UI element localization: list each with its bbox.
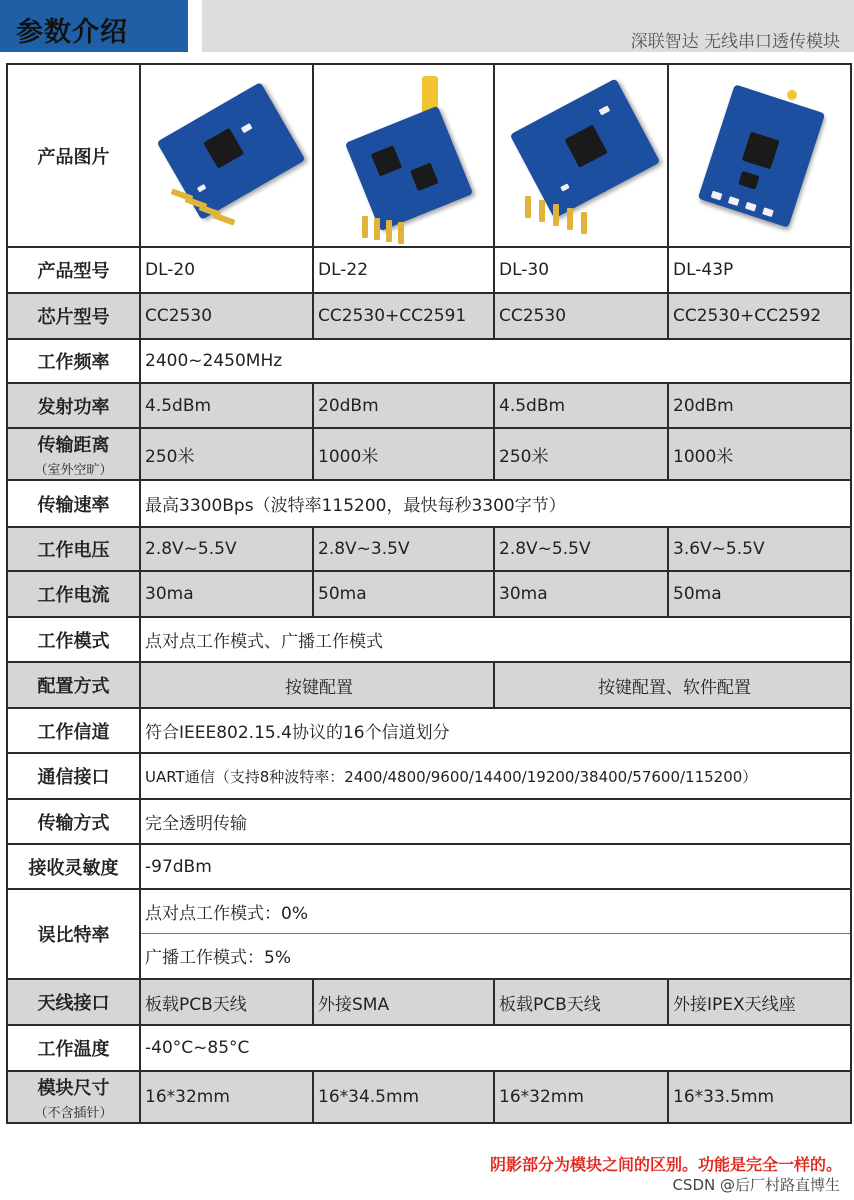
size-value: 16*33.5mm bbox=[668, 1071, 851, 1123]
config-value: 按键配置、软件配置 bbox=[494, 662, 851, 708]
spec-table bbox=[6, 63, 852, 1124]
tx-power-value: 20dBm bbox=[668, 383, 851, 428]
page-title: 参数介绍 bbox=[16, 17, 128, 48]
antenna-value: 板载PCB天线 bbox=[494, 979, 668, 1025]
label-current: 工作电流 bbox=[7, 571, 140, 617]
distance-value: 1000米 bbox=[668, 428, 851, 480]
label-channel: 工作信道 bbox=[7, 708, 140, 753]
current-value: 30ma bbox=[494, 571, 668, 617]
current-value: 30ma bbox=[140, 571, 313, 617]
row-transfer bbox=[7, 799, 851, 844]
page-header bbox=[0, 0, 854, 52]
ber-value: 点对点工作模式：0% bbox=[140, 889, 851, 933]
label-speed: 传输速率 bbox=[7, 480, 140, 527]
distance-value: 1000米 bbox=[313, 428, 494, 480]
interface-value: UART通信（支持8种波特率：2400/4800/9600/14400/19200/38400/57600/115200） bbox=[140, 753, 851, 799]
chip-value: CC2530+CC2592 bbox=[668, 293, 851, 339]
label-voltage: 工作电压 bbox=[7, 527, 140, 571]
mode-value: 点对点工作模式、广播工作模式 bbox=[140, 617, 851, 662]
row-product-image bbox=[7, 64, 851, 247]
model-value: DL-20 bbox=[140, 247, 313, 293]
label-distance-main: 传输距离 bbox=[37, 434, 110, 456]
chip-value: CC2530+CC2591 bbox=[313, 293, 494, 339]
label-transfer: 传输方式 bbox=[7, 799, 140, 844]
channel-value: 符合IEEE802.15.4协议的16个信道划分 bbox=[140, 708, 851, 753]
chip-value: CC2530 bbox=[140, 293, 313, 339]
speed-value: 最高3300Bps（波特率115200，最快每秒3300字节） bbox=[140, 480, 851, 527]
row-frequency bbox=[7, 339, 851, 383]
tx-power-value: 4.5dBm bbox=[494, 383, 668, 428]
row-tx-power bbox=[7, 383, 851, 428]
row-mode bbox=[7, 617, 851, 662]
label-config: 配置方式 bbox=[7, 662, 140, 708]
footer-note: 阴影部分为模块之间的区别。功能是完全一样的。 bbox=[489, 1155, 842, 1174]
label-model: 产品型号 bbox=[7, 247, 140, 293]
label-ber: 误比特率 bbox=[7, 889, 140, 979]
label-frequency: 工作频率 bbox=[7, 339, 140, 383]
distance-value: 250米 bbox=[140, 428, 313, 480]
antenna-value: 外接SMA bbox=[313, 979, 494, 1025]
product-image-dl43p bbox=[668, 64, 851, 247]
antenna-value: 板载PCB天线 bbox=[140, 979, 313, 1025]
frequency-value: 2400~2450MHz bbox=[140, 339, 851, 383]
config-value: 按键配置 bbox=[140, 662, 494, 708]
label-distance-sub: （室外空旷） bbox=[34, 462, 113, 478]
product-image-dl20 bbox=[140, 64, 313, 247]
tx-power-value: 20dBm bbox=[313, 383, 494, 428]
row-speed bbox=[7, 480, 851, 527]
tx-power-value: 4.5dBm bbox=[140, 383, 313, 428]
ber-value: 广播工作模式：5% bbox=[140, 933, 851, 979]
product-image-dl30 bbox=[494, 64, 668, 247]
antenna-value: 外接IPEX天线座 bbox=[668, 979, 851, 1025]
product-image-dl22 bbox=[313, 64, 494, 247]
transfer-value: 完全透明传输 bbox=[140, 799, 851, 844]
label-size-main: 模块尺寸 bbox=[37, 1077, 110, 1099]
row-distance bbox=[7, 428, 851, 480]
label-mode: 工作模式 bbox=[7, 617, 140, 662]
row-voltage bbox=[7, 527, 851, 571]
watermark: CSDN @后厂村路直博生 bbox=[672, 1176, 840, 1194]
row-model bbox=[7, 247, 851, 293]
current-value: 50ma bbox=[668, 571, 851, 617]
row-channel bbox=[7, 708, 851, 753]
page-subtitle: 深联智达 无线串口透传模块 bbox=[630, 32, 840, 52]
label-size bbox=[7, 1071, 140, 1123]
label-chip: 芯片型号 bbox=[7, 293, 140, 339]
label-size-sub: （不含插针） bbox=[34, 1105, 113, 1121]
chip-value: CC2530 bbox=[494, 293, 668, 339]
row-current bbox=[7, 571, 851, 617]
label-sensitivity: 接收灵敏度 bbox=[7, 844, 140, 889]
row-config bbox=[7, 662, 851, 708]
distance-value: 250米 bbox=[494, 428, 668, 480]
row-antenna bbox=[7, 979, 851, 1025]
label-interface: 通信接口 bbox=[7, 753, 140, 799]
row-interface bbox=[7, 753, 851, 799]
row-chip bbox=[7, 293, 851, 339]
row-size bbox=[7, 1071, 851, 1123]
voltage-value: 2.8V~3.5V bbox=[313, 527, 494, 571]
model-value: DL-30 bbox=[494, 247, 668, 293]
voltage-value: 3.6V~5.5V bbox=[668, 527, 851, 571]
label-antenna: 天线接口 bbox=[7, 979, 140, 1025]
model-value: DL-43P bbox=[668, 247, 851, 293]
label-temperature: 工作温度 bbox=[7, 1025, 140, 1071]
size-value: 16*32mm bbox=[140, 1071, 313, 1123]
size-value: 16*32mm bbox=[494, 1071, 668, 1123]
model-value: DL-22 bbox=[313, 247, 494, 293]
voltage-value: 2.8V~5.5V bbox=[140, 527, 313, 571]
row-temperature bbox=[7, 1025, 851, 1071]
label-tx-power: 发射功率 bbox=[7, 383, 140, 428]
label-product-image: 产品图片 bbox=[7, 64, 140, 247]
temperature-value: -40°C~85°C bbox=[140, 1025, 851, 1071]
size-value: 16*34.5mm bbox=[313, 1071, 494, 1123]
row-sensitivity bbox=[7, 844, 851, 889]
sensitivity-value: -97dBm bbox=[140, 844, 851, 889]
voltage-value: 2.8V~5.5V bbox=[494, 527, 668, 571]
header-bar bbox=[202, 0, 854, 52]
current-value: 50ma bbox=[313, 571, 494, 617]
label-distance bbox=[7, 428, 140, 480]
row-ber bbox=[7, 889, 851, 933]
